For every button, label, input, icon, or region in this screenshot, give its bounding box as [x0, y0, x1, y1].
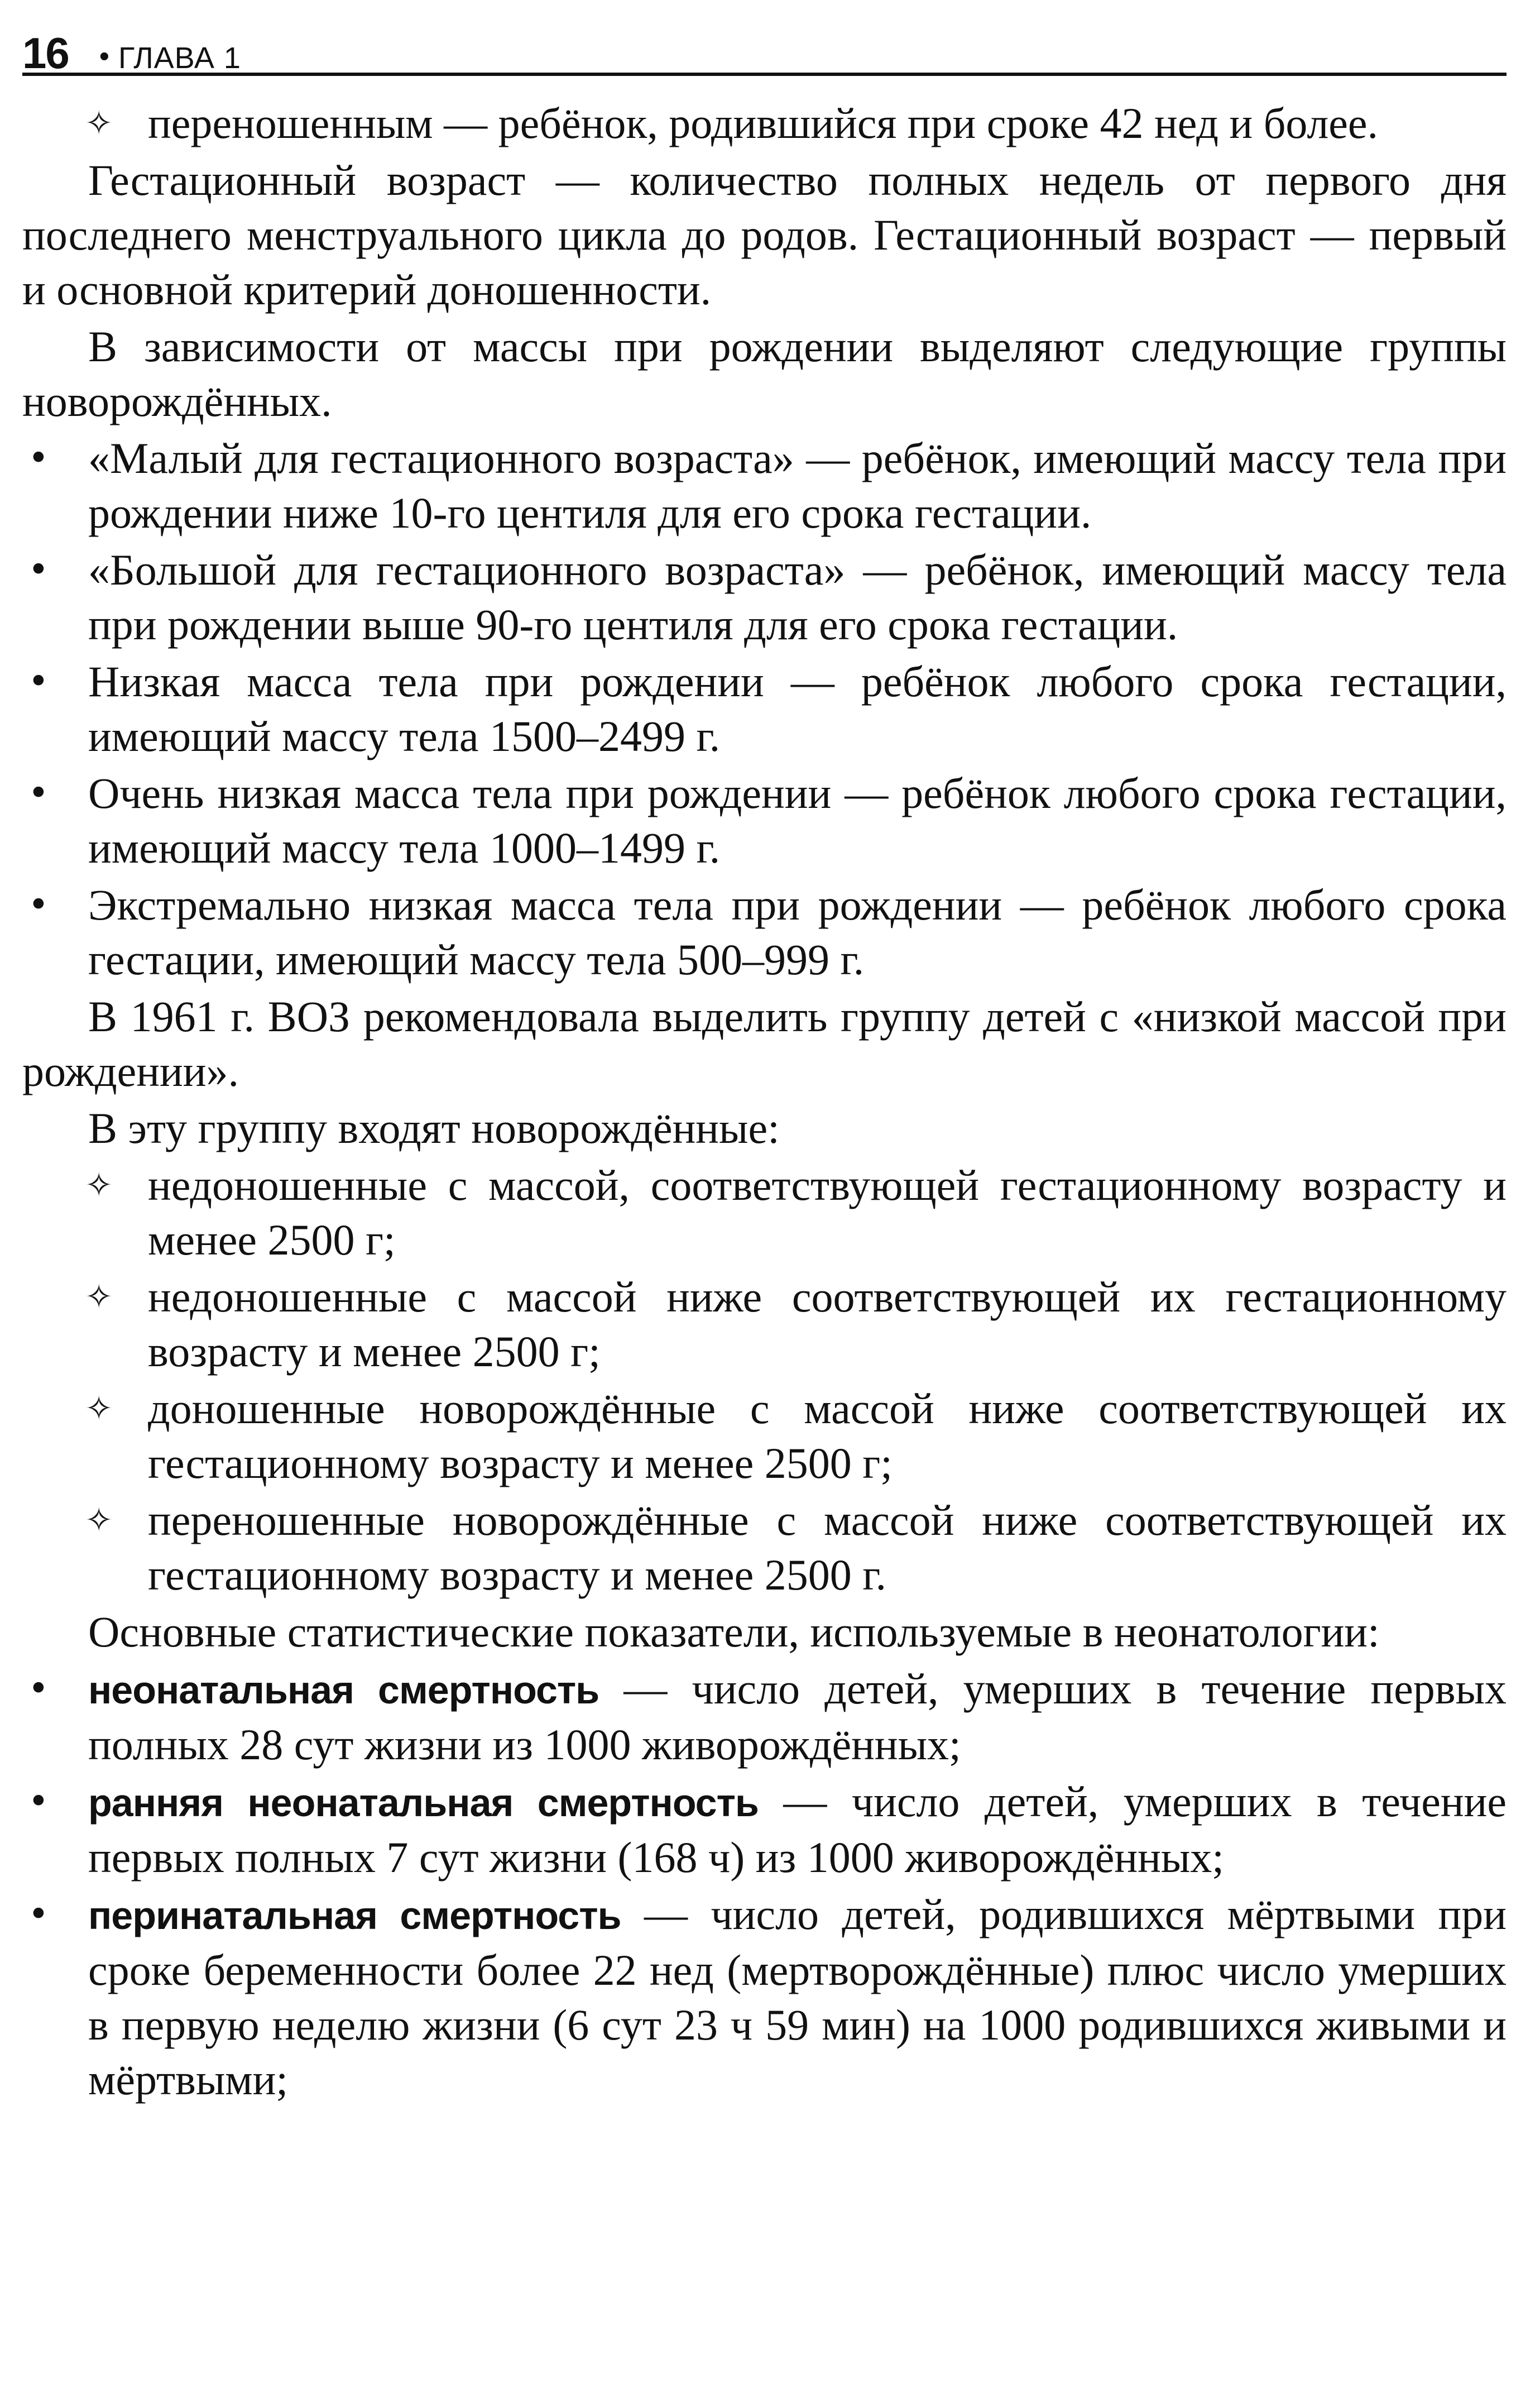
- bullet-icon: •: [28, 1668, 49, 1710]
- running-head: [22, 28, 1507, 76]
- diamond-bullet-icon: ✧: [85, 1277, 113, 1317]
- page-body: [22, 96, 1507, 2107]
- bullet-icon: •: [28, 438, 49, 479]
- item-text: переношенным — ребёнок, родившийся при сроке 42 нед и более.: [148, 99, 1379, 147]
- bullet-icon: •: [28, 1894, 49, 1935]
- item-text: «Малый для гестационного возраста» — ребёнок, имеющий массу тела при рождении ниже 10-го центиля для его срока гестации.: [88, 434, 1507, 537]
- page-number: 16: [22, 28, 69, 78]
- paragraph: В 1961 г. ВОЗ рекомендовала выделить группу детей с «низкой массой при рождении».: [22, 992, 1507, 1095]
- item-text: недоношенные с массой, соответствующей гестационному возрасту и менее 2500 г;: [148, 1161, 1507, 1264]
- term-neonatal-mortality: неонатальная смертность: [88, 1668, 599, 1712]
- term-early-neonatal-mortality: ранняя неонатальная смертность: [88, 1781, 759, 1825]
- diamond-bullet-icon: ✧: [85, 104, 113, 143]
- item-text: доношенные новорождённые с массой ниже соответствующей их гестационному возрасту и менее 2500 г;: [148, 1384, 1507, 1487]
- list-item: [22, 1158, 1507, 1267]
- item-text: недоношенные с массой ниже соответствующей их гестационному возрасту и менее 2500 г;: [148, 1272, 1507, 1376]
- list-item: [22, 543, 1507, 652]
- chapter-label: ГЛАВА 1: [118, 41, 241, 75]
- bullet-icon: •: [28, 884, 49, 926]
- item-text: переношенные новорождённые с массой ниже соответствующей их гестационному возрасту и менее 2500 г.: [148, 1496, 1507, 1599]
- paragraph: Основные статистические показатели, используемые в неонатологии:: [88, 1607, 1380, 1656]
- paragraph: В зависимости от массы при рождении выделяют следующие группы новорождённых.: [22, 322, 1507, 425]
- diamond-bullet-icon: ✧: [85, 1501, 113, 1540]
- list-item: [22, 1774, 1507, 1885]
- bullet-icon: •: [28, 661, 49, 702]
- bullet-icon: •: [28, 549, 49, 591]
- list-item: [22, 654, 1507, 764]
- list-item: [22, 1887, 1507, 2107]
- term-definition: — число детей, умерших в течение первых полных 28 сут жизни из 1000 живорождённых;: [88, 1664, 1507, 1769]
- list-item: [22, 1662, 1507, 1772]
- header-bullet-icon: •: [99, 40, 109, 73]
- list-item: [22, 431, 1507, 540]
- item-text: Низкая масса тела при рождении — ребёнок любого срока гестации, имеющий массу тела 1500–2499 г.: [88, 657, 1507, 760]
- paragraph: Гестационный возраст — количество полных недель от первого дня последнего менструального цикла до родов. Гестационный возраст — первый и основной критерий доношенности.: [22, 156, 1507, 314]
- bullet-icon: •: [28, 773, 49, 814]
- list-item: [22, 96, 1507, 151]
- term-definition: — число детей, умерших в течение первых полных 7 сут жизни (168 ч) из 1000 живорождённых;: [88, 1777, 1507, 1882]
- list-item: [22, 878, 1507, 987]
- diamond-bullet-icon: ✧: [85, 1389, 113, 1428]
- term-definition: — число детей, родившихся мёртвыми при сроке беременности более 22 нед (мертворождённые) плюс число умерших в первую неделю жизни (6 сут 23 ч 59 мин) на 1000 родившихся живыми и мёртвыми;: [88, 1890, 1507, 2104]
- paragraph: В эту группу входят новорождённые:: [88, 1104, 780, 1152]
- diamond-bullet-icon: ✧: [85, 1166, 113, 1205]
- item-text: «Большой для гестационного возраста» — ребёнок, имеющий массу тела при рождении выше 90-го центиля для его срока гестации.: [88, 545, 1507, 649]
- term-perinatal-mortality: перинатальная смертность: [88, 1894, 621, 1937]
- list-item: [22, 1381, 1507, 1491]
- list-item: [22, 1270, 1507, 1379]
- bullet-icon: •: [28, 1781, 49, 1822]
- item-text: Экстремально низкая масса тела при рождении — ребёнок любого срока гестации, имеющий массу тела 500–999 г.: [88, 880, 1507, 984]
- list-item: [22, 766, 1507, 875]
- list-item: [22, 1493, 1507, 1602]
- item-text: Очень низкая масса тела при рождении — ребёнок любого срока гестации, имеющий массу тела 1000–1499 г.: [88, 769, 1507, 872]
